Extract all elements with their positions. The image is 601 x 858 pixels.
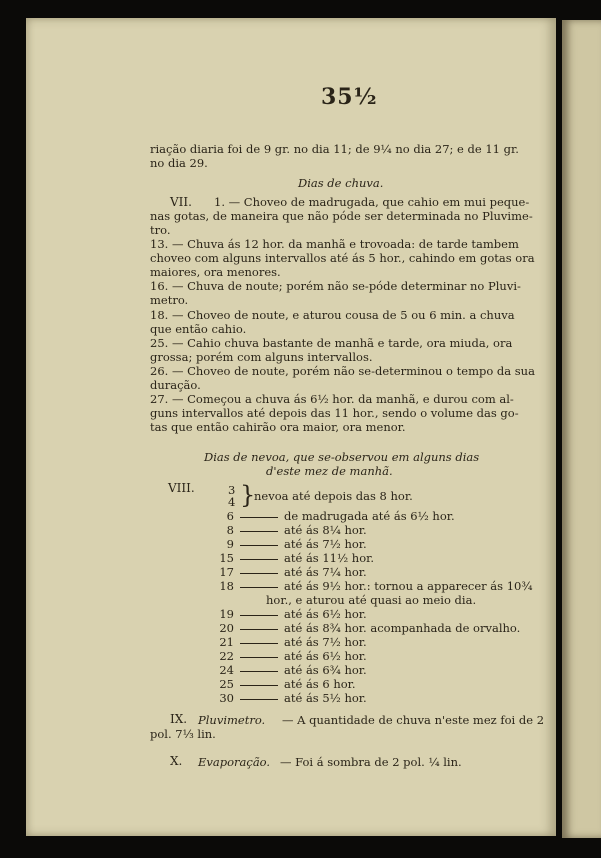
rain-entry-line: 1. — Choveo de madrugada, que cahio em mui peque- — [214, 195, 530, 209]
mist-text: de madrugada até ás 6½ hor. — [284, 509, 455, 523]
rain-entry-line: 13. — Chuva ás 12 hor. da manhã e trovoada: de tarde tambem — [150, 237, 519, 251]
mist-day: 9 — [226, 537, 234, 551]
mist-row — [212, 621, 520, 635]
dash-rule — [240, 685, 278, 686]
mist-day: 20 — [219, 621, 234, 635]
pluviometer-label: Pluvimetro. — [198, 713, 266, 727]
adjacent-page-edge — [562, 20, 601, 838]
mist-text: até ás 7½ hor. — [284, 635, 367, 649]
mist-row — [212, 663, 367, 677]
rain-entry-line: tro. — [150, 223, 171, 237]
section-numeral-vii: VII. — [170, 195, 192, 209]
mist-continuation: hor., e aturou até quasi ao meio dia. — [266, 593, 477, 607]
section-numeral-x: X. — [170, 754, 183, 768]
evaporation-label: Evaporação. — [198, 755, 271, 769]
mist-text: até ás 8¾ hor. acompanhada de orvalho. — [284, 621, 521, 635]
pluviometer-text: — A quantidade de chuva n'este mez foi de 2 — [282, 713, 545, 727]
mist-day: 25 — [219, 677, 234, 691]
dash-rule — [240, 657, 278, 658]
mist-day: 24 — [219, 663, 234, 677]
mist-day: 4 — [228, 495, 236, 509]
mist-day: 17 — [219, 565, 234, 579]
dash-rule — [240, 699, 278, 700]
rain-entry-line: nas gotas, de maneira que não póde ser determinada no Pluvime- — [150, 209, 533, 223]
mist-text: até ás 5½ hor. — [284, 691, 367, 705]
rain-entry-line: 16. — Chuva de noute; porém não se-póde determinar no Pluvi- — [150, 279, 521, 293]
rain-entry-line: que então cahio. — [150, 322, 247, 336]
mist-text: até ás 6 hor. — [284, 677, 356, 691]
section-numeral-ix: IX. — [170, 712, 188, 726]
dash-rule — [240, 671, 278, 672]
dash-rule — [240, 531, 278, 532]
rain-entry-line: 26. — Choveo de noute, porém não se-determinou o tempo da sua — [150, 364, 535, 378]
evaporation-text: — Foi á sombra de 2 pol. ¼ lin. — [280, 755, 462, 769]
dash-rule — [240, 615, 278, 616]
mist-row — [212, 677, 356, 691]
mist-day: 6 — [226, 509, 234, 523]
dash-rule — [240, 517, 278, 518]
book-page — [26, 18, 556, 836]
mist-row — [212, 649, 367, 663]
mist-text: até ás 9½ hor.: tornou a apparecer ás 10¾ — [284, 579, 533, 593]
mist-text: até ás 6½ hor. — [284, 607, 367, 621]
mist-row — [212, 579, 533, 593]
mist-text: até ás 7¼ hor. — [284, 565, 367, 579]
rain-entry-line: choveo com alguns intervallos até ás 5 hor., cahindo em gotas ora — [150, 251, 535, 265]
rain-section-title: Dias de chuva. — [298, 176, 384, 190]
mist-day: 30 — [219, 691, 234, 705]
dash-rule — [240, 573, 278, 574]
dash-rule — [240, 559, 278, 560]
mist-text: até ás 11½ hor. — [284, 551, 375, 565]
page-number: 35½ — [321, 84, 378, 110]
mist-section-title: Dias de nevoa, que se-observou em alguns dias — [204, 450, 480, 464]
mist-row — [212, 509, 455, 523]
dash-rule — [240, 629, 278, 630]
dash-rule — [240, 643, 278, 644]
rain-entry-line: duração. — [150, 378, 201, 392]
rain-entry-line: grossa; porém com alguns intervallos. — [150, 350, 373, 364]
section-numeral-viii: VIII. — [168, 481, 195, 495]
rain-entry-line: 27. — Começou a chuva ás 6½ hor. da manhã, e durou com al- — [150, 392, 514, 406]
mist-day: 22 — [219, 649, 234, 663]
intro-line: no dia 29. — [150, 156, 208, 170]
pluviometer-text: pol. 7⅓ lin. — [150, 727, 216, 741]
mist-day: 19 — [219, 607, 234, 621]
mist-brace-text: nevoa até depois das 8 hor. — [254, 489, 413, 503]
mist-row — [212, 523, 367, 537]
rain-entry-line: 25. — Cahio chuva bastante de manhã e tarde, ora miuda, ora — [150, 336, 513, 350]
dash-rule — [240, 587, 278, 588]
mist-day: 15 — [219, 551, 234, 565]
mist-row — [212, 607, 367, 621]
mist-text: até ás 8¼ hor. — [284, 523, 367, 537]
rain-entry-line: maiores, ora menores. — [150, 265, 281, 279]
rain-entry-line: metro. — [150, 293, 189, 307]
mist-row — [212, 551, 374, 565]
mist-day: 21 — [219, 635, 234, 649]
mist-text: até ás 6¾ hor. — [284, 663, 367, 677]
mist-row — [212, 565, 367, 579]
mist-text: até ás 6½ hor. — [284, 649, 367, 663]
mist-text: até ás 7½ hor. — [284, 537, 367, 551]
dash-rule — [240, 545, 278, 546]
rain-entry-line: tas que então cahirão ora maior, ora menor. — [150, 420, 406, 434]
rain-entry-line: 18. — Choveo de noute, e aturou cousa de 5 ou 6 min. a chuva — [150, 308, 515, 322]
mist-day: 18 — [219, 579, 234, 593]
mist-row — [212, 635, 367, 649]
mist-day: 3 — [228, 483, 236, 497]
brace-icon: } — [240, 481, 256, 509]
mist-row — [212, 537, 367, 551]
intro-line: riação diaria foi de 9 gr. no dia 11; de 9¼ no dia 27; e de 11 gr. — [150, 142, 519, 156]
mist-row — [212, 691, 367, 705]
mist-day: 8 — [226, 523, 234, 537]
rain-entry-line: guns intervallos até depois das 11 hor., sendo o volume das go- — [150, 406, 519, 420]
mist-section-title: d'este mez de manhã. — [266, 464, 393, 478]
